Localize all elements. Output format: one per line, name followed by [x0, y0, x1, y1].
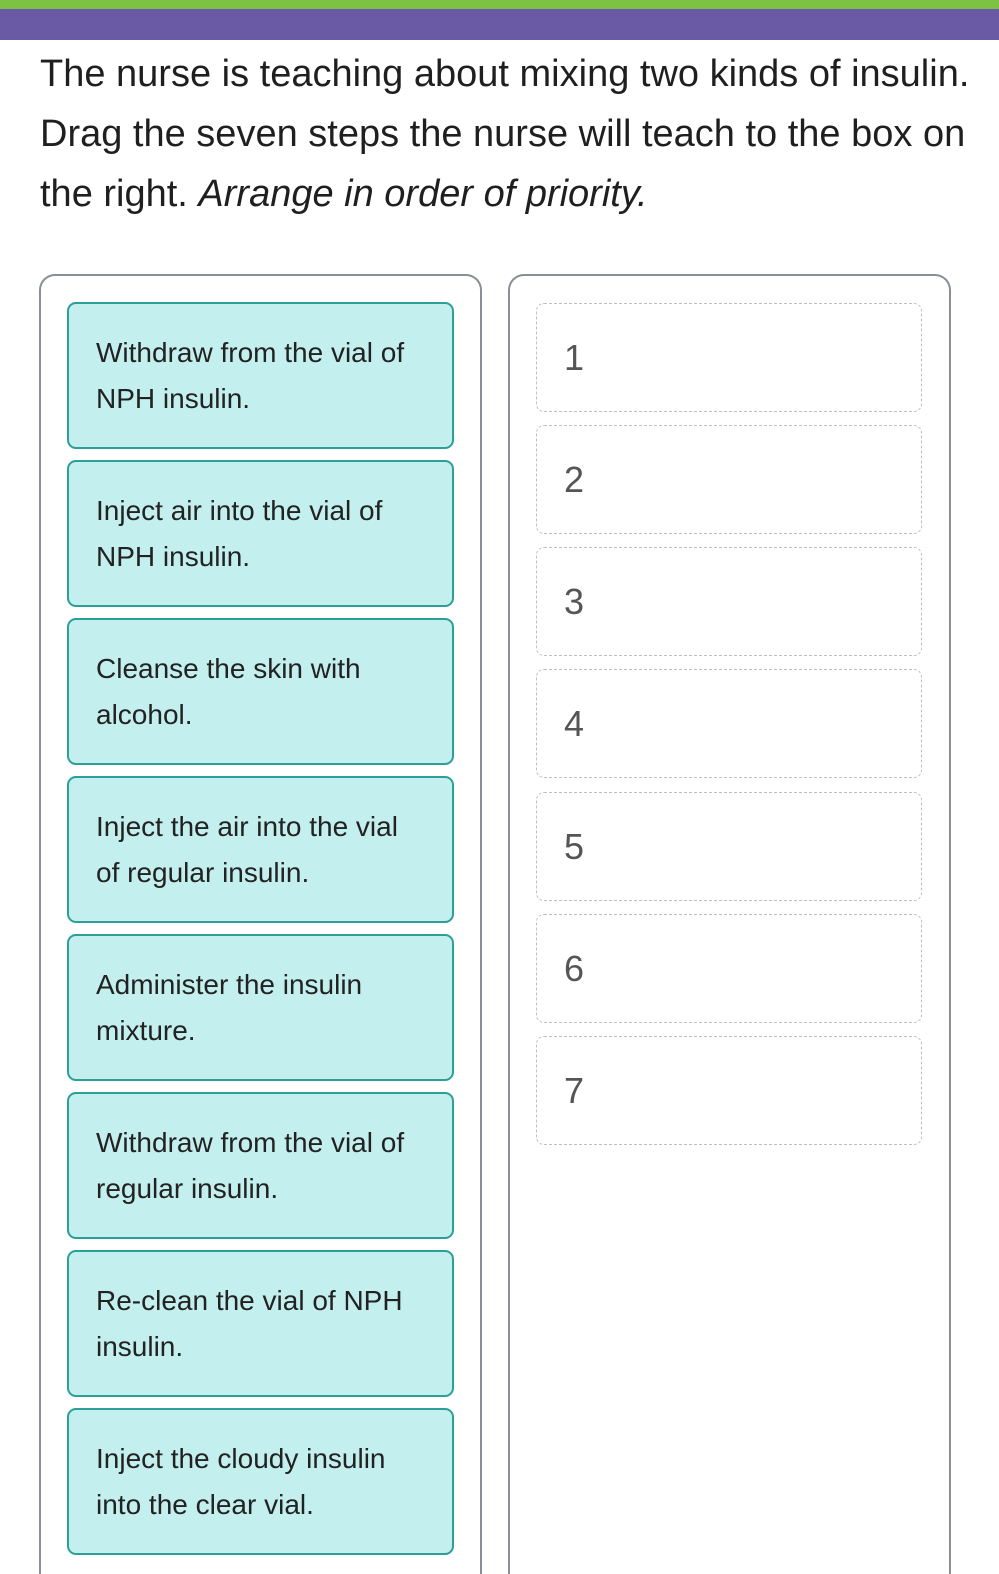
option-card[interactable]: [67, 618, 454, 765]
option-card-label: Cleanse the skin with alcohol.: [96, 652, 361, 730]
option-card-label: Inject the cloudy insulin into the clear vial.: [96, 1442, 386, 1520]
answer-slot[interactable]: [536, 1036, 922, 1145]
answer-slot[interactable]: [536, 425, 922, 534]
option-card-label: Withdraw from the vial of NPH insulin.: [96, 336, 405, 414]
answer-slot[interactable]: [536, 792, 922, 901]
slot-number: 7: [564, 1069, 585, 1111]
header-accent-stripe: [0, 0, 999, 9]
slot-number: 4: [564, 702, 585, 744]
option-card[interactable]: [67, 460, 454, 607]
slot-number: 6: [564, 947, 585, 989]
question-text: The nurse is teaching about mixing two kinds of insulin. Drag the seven steps the nurse will teach to the box on the right.: [40, 53, 970, 215]
slot-number: 3: [564, 580, 585, 622]
option-card-label: Re-clean the vial of NPH insulin.: [96, 1284, 403, 1362]
slot-number: 5: [564, 825, 585, 867]
option-card-label: Inject the air into the vial of regular insulin.: [96, 810, 398, 888]
slot-number: 1: [564, 336, 585, 378]
question-prompt: [40, 44, 970, 224]
option-card[interactable]: [67, 302, 454, 449]
option-card[interactable]: [67, 934, 454, 1081]
answer-slot[interactable]: [536, 547, 922, 656]
option-card[interactable]: [67, 776, 454, 923]
answer-slot[interactable]: [536, 669, 922, 778]
option-card[interactable]: [67, 1092, 454, 1239]
answer-slot[interactable]: [536, 303, 922, 412]
question-instruction: Arrange in order of priority.: [198, 173, 648, 215]
option-card-label: Administer the insulin mixture.: [96, 968, 363, 1046]
slot-number: 2: [564, 458, 585, 500]
option-card-label: Inject air into the vial of NPH insulin.: [96, 494, 383, 572]
header-bar: [0, 9, 999, 40]
option-card-label: Withdraw from the vial of regular insulin.: [96, 1126, 405, 1204]
answer-slot[interactable]: [536, 914, 922, 1023]
option-card[interactable]: [67, 1250, 454, 1397]
